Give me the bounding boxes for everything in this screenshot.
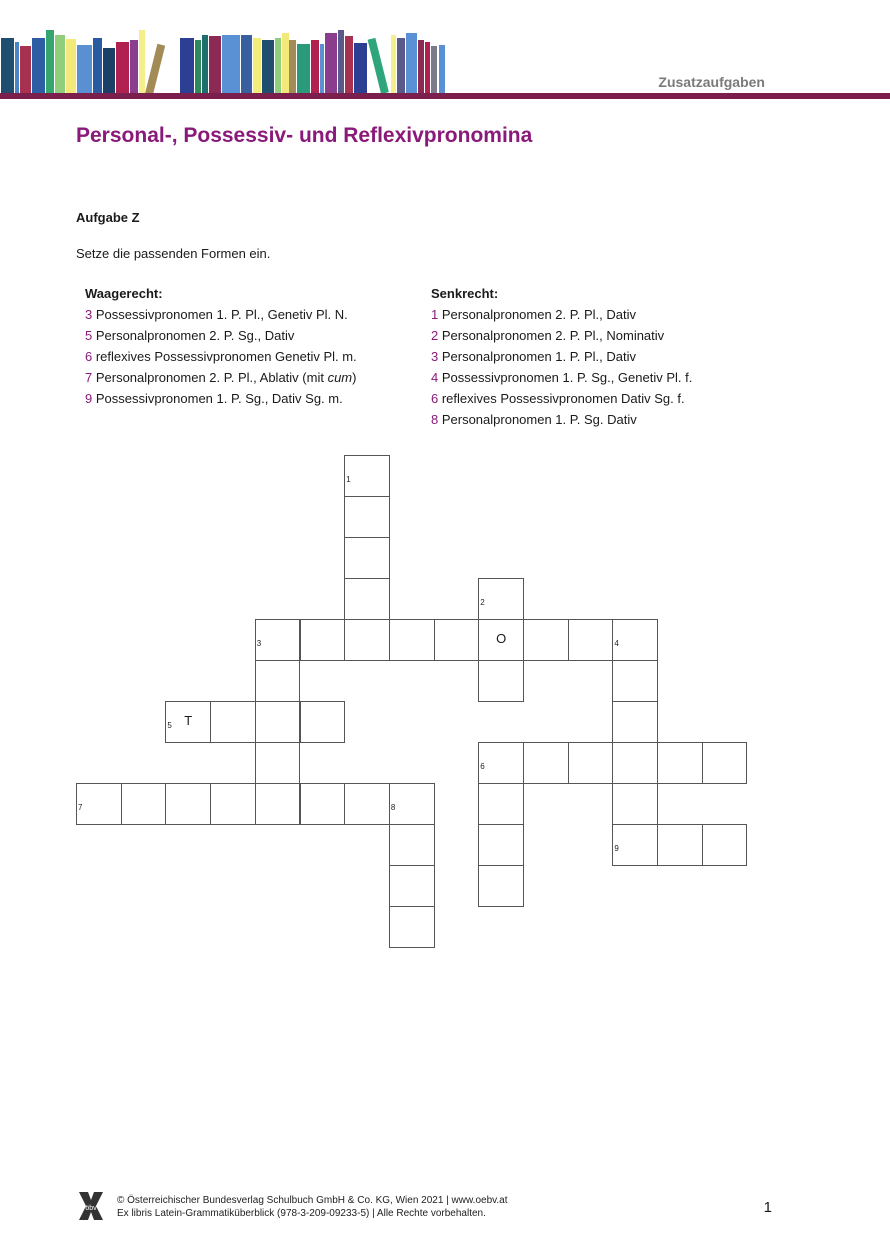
crossword-cell-number: 3 (256, 639, 262, 648)
crossword-cell[interactable] (523, 619, 569, 661)
down-clue-2: 2 Personalpronomen 2. P. Pl., Nominativ (431, 328, 665, 343)
crossword-cell[interactable] (612, 701, 658, 743)
crossword-cell[interactable] (478, 619, 524, 661)
crossword-cell[interactable] (300, 783, 346, 825)
crossword-cell[interactable] (389, 906, 435, 948)
header-bar (0, 93, 890, 99)
crossword-cell[interactable] (612, 824, 658, 866)
across-clue-7: 7 Personalpronomen 2. P. Pl., Ablativ (mit cum) (85, 370, 357, 385)
crossword-cell[interactable] (478, 578, 524, 620)
crossword-cell-number: 2 (480, 598, 485, 607)
across-clues (85, 283, 357, 409)
down-clues (431, 283, 692, 430)
clue-number: 1 (431, 307, 439, 322)
crossword-cell[interactable] (389, 865, 435, 907)
clue-number: 8 (431, 412, 439, 427)
footer-copyright: © Österreichischer Bundesverlag Schulbuch GmbH & Co. KG, Wien 2021 | www.oebv.at (117, 1195, 508, 1206)
crossword-cell[interactable] (478, 783, 524, 825)
clue-number: 7 (85, 370, 93, 385)
crossword-cell[interactable] (612, 660, 658, 702)
crossword-cell[interactable] (612, 783, 658, 825)
crossword-cell[interactable] (657, 742, 703, 784)
clue-number: 5 (85, 328, 93, 343)
crossword-cell-letter: T (184, 713, 193, 728)
crossword-cell[interactable] (210, 783, 256, 825)
crossword-cell[interactable] (121, 783, 167, 825)
clue-number: 9 (85, 391, 93, 406)
page-number: 1 (763, 1199, 772, 1216)
crossword-cell[interactable] (523, 742, 569, 784)
crossword-cell-number: 9 (614, 844, 619, 853)
footer (76, 1190, 836, 1230)
task-instruction: Setze die passenden Formen ein. (76, 246, 271, 261)
down-clue-6: 6 reflexives Possessivpronomen Dativ Sg. f. (431, 391, 685, 406)
down-clue-8: 8 Personalpronomen 1. P. Sg. Dativ (431, 412, 637, 427)
crossword-cell-number: 5 (167, 721, 172, 730)
task-heading: Aufgabe Z (76, 210, 140, 225)
crossword-cell[interactable] (478, 660, 524, 702)
crossword-cell-number: 7 (78, 803, 83, 812)
across-clue-list (85, 304, 357, 409)
crossword-cell[interactable] (568, 619, 614, 661)
clue-number: 3 (85, 307, 93, 322)
crossword-cell-number: 1 (346, 475, 351, 484)
crossword-cell[interactable] (389, 783, 435, 825)
crossword-cell[interactable] (478, 865, 524, 907)
crossword-cell[interactable] (389, 824, 435, 866)
crossword-cell[interactable] (300, 619, 346, 661)
crossword-cell-number: 4 (614, 639, 619, 648)
crossword-cell[interactable] (300, 701, 346, 743)
crossword-cell[interactable] (568, 742, 614, 784)
bookshelf-books (1, 30, 445, 96)
down-clue-list (431, 304, 692, 430)
across-heading: Waagerecht: (85, 286, 163, 301)
crossword-cell[interactable] (344, 578, 390, 620)
crossword-cell-number: 8 (390, 803, 396, 812)
crossword-cell[interactable] (478, 824, 524, 866)
crossword-cell[interactable] (702, 742, 748, 784)
crossword-cell[interactable] (255, 701, 301, 743)
crossword-cell[interactable] (344, 537, 390, 579)
crossword-cell[interactable] (344, 783, 390, 825)
crossword-cell[interactable] (76, 783, 122, 825)
page-title: Personal-, Possessiv- und Reflexivpronomina (76, 124, 533, 147)
footer-book-info: Ex libris Latein-Grammatiküberblick (978-3-209-09233-5) | Alle Rechte vorbehalten. (117, 1208, 486, 1219)
clue-italic: cum (327, 370, 353, 385)
oebv-logo-text: öbv (85, 1205, 97, 1212)
crossword-cell[interactable] (255, 619, 301, 661)
crossword-cell[interactable] (255, 660, 301, 702)
crossword-cell[interactable] (165, 701, 211, 743)
clue-number: 6 (431, 391, 439, 406)
crossword-cell[interactable] (389, 619, 435, 661)
crossword-cell-number: 6 (480, 762, 485, 771)
oebv-logo (76, 1190, 106, 1224)
crossword-cell[interactable] (344, 455, 390, 497)
crossword-cell[interactable] (702, 824, 748, 866)
clue-number: 6 (85, 349, 93, 364)
down-clue-4: 4 Possessivpronomen 1. P. Sg., Genetiv Pl. f. (431, 370, 693, 385)
crossword-cell-letter: O (496, 631, 507, 646)
across-clue-3: 3 Possessivpronomen 1. P. Pl., Genetiv Pl. N. (85, 307, 348, 322)
crossword-cell[interactable] (434, 619, 480, 661)
across-clue-9: 9 Possessivpronomen 1. P. Sg., Dativ Sg. m. (85, 391, 343, 406)
across-clue-6: 6 reflexives Possessivpronomen Genetiv Pl. m. (85, 349, 357, 364)
crossword-cell[interactable] (612, 742, 658, 784)
clue-number: 4 (431, 370, 439, 385)
crossword-cell[interactable] (344, 496, 390, 538)
down-clue-3: 3 Personalpronomen 1. P. Pl., Dativ (431, 349, 636, 364)
clue-number: 3 (431, 349, 439, 364)
crossword-cell[interactable] (612, 619, 658, 661)
across-clue-5: 5 Personalpronomen 2. P. Sg., Dativ (85, 328, 295, 343)
down-heading: Senkrecht: (431, 286, 499, 301)
crossword-cell[interactable] (165, 783, 211, 825)
section-label: Zusatzaufgaben (658, 74, 765, 90)
crossword-cell[interactable] (478, 742, 524, 784)
crossword-cell[interactable] (255, 783, 301, 825)
crossword-cell[interactable] (255, 742, 301, 784)
clue-number: 2 (431, 328, 439, 343)
crossword-cell[interactable] (344, 619, 390, 661)
down-clue-1: 1 Personalpronomen 2. P. Pl., Dativ (431, 307, 636, 322)
crossword-cell[interactable] (210, 701, 256, 743)
crossword-cell[interactable] (657, 824, 703, 866)
